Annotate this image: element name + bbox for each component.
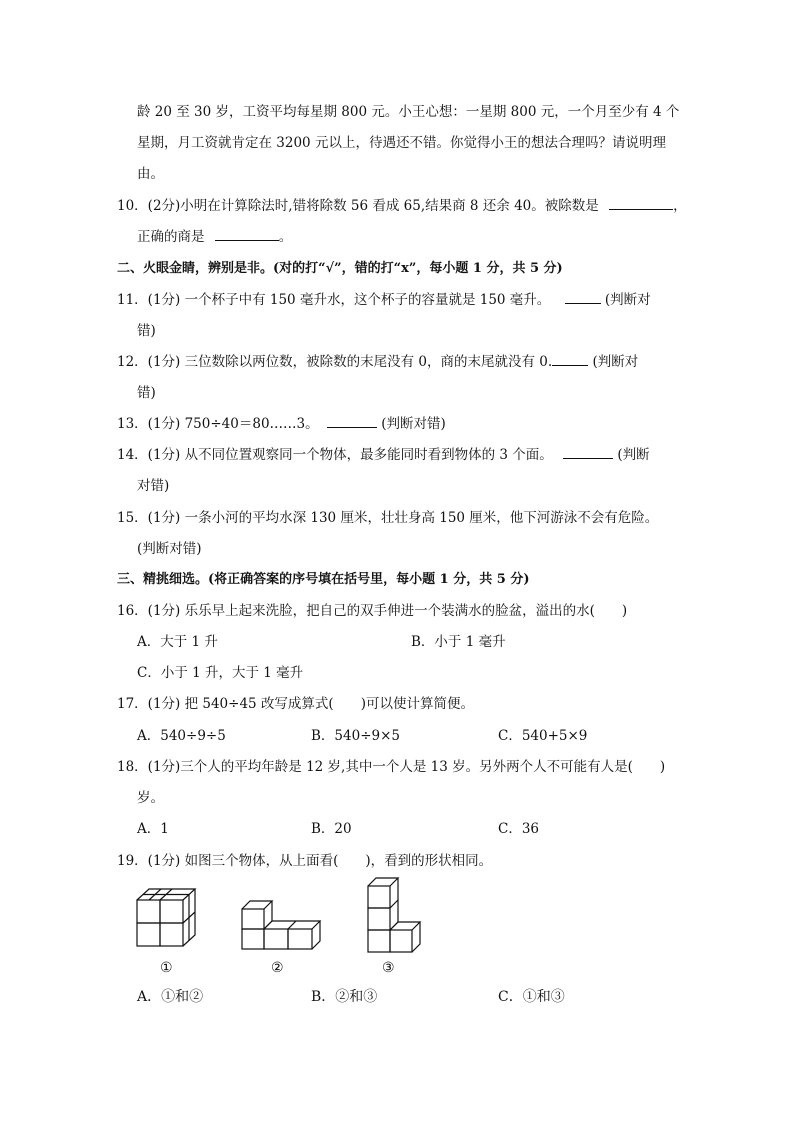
q10-answer-blank2[interactable] xyxy=(215,228,279,241)
q13-text: 13．(1分) 750÷40＝80……3。 xyxy=(117,416,319,432)
q10-text: 10．(2分)小明在计算除法时,错将除数 56 看成 65,结果商 8 还余 40。被除数是 xyxy=(117,198,599,214)
q19-option-a[interactable]: A．①和② xyxy=(137,989,204,1005)
q18-stem-cont: 岁。 xyxy=(137,790,164,806)
section-3-heading: 三、精挑细选。(将正确答案的序号填在括号里，每小题 1 分，共 5 分) xyxy=(117,572,530,587)
q12-tail: (判断对 xyxy=(592,354,639,370)
cube-figure-2 xyxy=(240,899,322,953)
q17-stem: 17．(1分) 把 540÷45 改写成算式( )可以使计算简便。 xyxy=(117,696,474,712)
q19-stem: 19．(1分) 如图三个物体，从上面看( )，看到的形状相同。 xyxy=(117,853,493,869)
q10-line2 xyxy=(137,228,292,246)
q18-option-c[interactable]: C．36 xyxy=(498,821,540,837)
q17-option-a[interactable]: A．540÷9÷5 xyxy=(137,728,226,744)
q19-option-c[interactable]: C．①和③ xyxy=(498,989,565,1005)
cube-figure-1 xyxy=(135,886,201,952)
q14-tail: (判断 xyxy=(617,447,650,463)
q13-tail: (判断对错) xyxy=(381,416,446,432)
q14-line2: 对错) xyxy=(137,478,170,494)
section-2-heading: 二、火眼金睛，辨别是非。(对的打“√”，错的打“x”，每小题 1 分，共 5 分) xyxy=(117,261,563,276)
q10-end1: ， xyxy=(673,198,687,214)
q11-line2: 错) xyxy=(137,323,156,339)
figure-2-caption: ② xyxy=(271,960,284,976)
cube-figure-3 xyxy=(366,876,430,954)
q18-stem: 18．(1分)三个人的平均年龄是 12 岁,其中一个人是 13 岁。另外两个人不可能有人是( ) xyxy=(117,759,666,775)
q11-tail: (判断对 xyxy=(604,292,651,308)
q18-option-a[interactable]: A．1 xyxy=(137,821,169,837)
figure-3-caption: ③ xyxy=(382,960,395,976)
q12-line2: 错) xyxy=(137,385,156,401)
q15-tail: (判断对错) xyxy=(137,541,202,557)
q11-line1 xyxy=(117,291,651,309)
q9-line1: 龄 20 至 30 岁，工资平均每星期 800 元。小王心想：一星期 800 元，一个月至少有 4 个 xyxy=(137,104,680,120)
q10-answer-blank1[interactable] xyxy=(609,197,673,210)
q16-option-a[interactable]: A．大于 1 升 xyxy=(137,634,218,650)
q11-answer-blank[interactable] xyxy=(565,291,601,304)
q17-option-c[interactable]: C．540+5×9 xyxy=(498,728,588,744)
q18-option-b[interactable]: B．20 xyxy=(311,821,352,837)
figure-1-caption: ① xyxy=(160,960,173,976)
q13-line1 xyxy=(117,415,446,433)
q13-answer-blank[interactable] xyxy=(327,415,377,428)
q9-line2: 星期，月工资就肯定在 3200 元以上，待遇还不错。你觉得小王的想法合理吗？请说明理 xyxy=(137,135,666,151)
q17-option-b[interactable]: B．540÷9×5 xyxy=(311,728,400,744)
q16-option-b[interactable]: B．小于 1 毫升 xyxy=(411,634,506,650)
q19-option-b[interactable]: B．②和③ xyxy=(311,989,378,1005)
q10-end2: 。 xyxy=(278,229,293,245)
q15-line2 xyxy=(137,540,202,558)
q12-text: 12．(1分) 三位数除以两位数，被除数的末尾没有 0，商的末尾就没有 0. xyxy=(117,354,553,370)
q16-stem: 16．(1分) 乐乐早上起来洗脸，把自己的双手伸进一个装满水的脸盆，溢出的水( ) xyxy=(117,603,628,619)
q14-answer-blank[interactable] xyxy=(563,446,613,459)
q9-line3: 由。 xyxy=(137,166,164,182)
q14-text: 14．(1分) 从不同位置观察同一个物体，最多能同时看到物体的 3 个面。 xyxy=(117,447,553,463)
q16-option-c[interactable]: C．小于 1 升，大于 1 毫升 xyxy=(137,665,304,681)
q12-line1 xyxy=(117,353,638,371)
q14-line1 xyxy=(117,446,650,464)
q10-text2: 正确的商是 xyxy=(137,229,205,245)
q11-text: 11．(1分) 一个杯子中有 150 毫升水，这个杯子的容量就是 150 毫升。 xyxy=(117,292,551,308)
q12-answer-blank[interactable] xyxy=(552,353,588,366)
q15-line1: 15．(1分) 一条小河的平均水深 130 厘米，壮壮身高 150 厘米，他下河游泳不会有危险。 xyxy=(117,510,659,526)
q10-line1 xyxy=(117,197,687,215)
